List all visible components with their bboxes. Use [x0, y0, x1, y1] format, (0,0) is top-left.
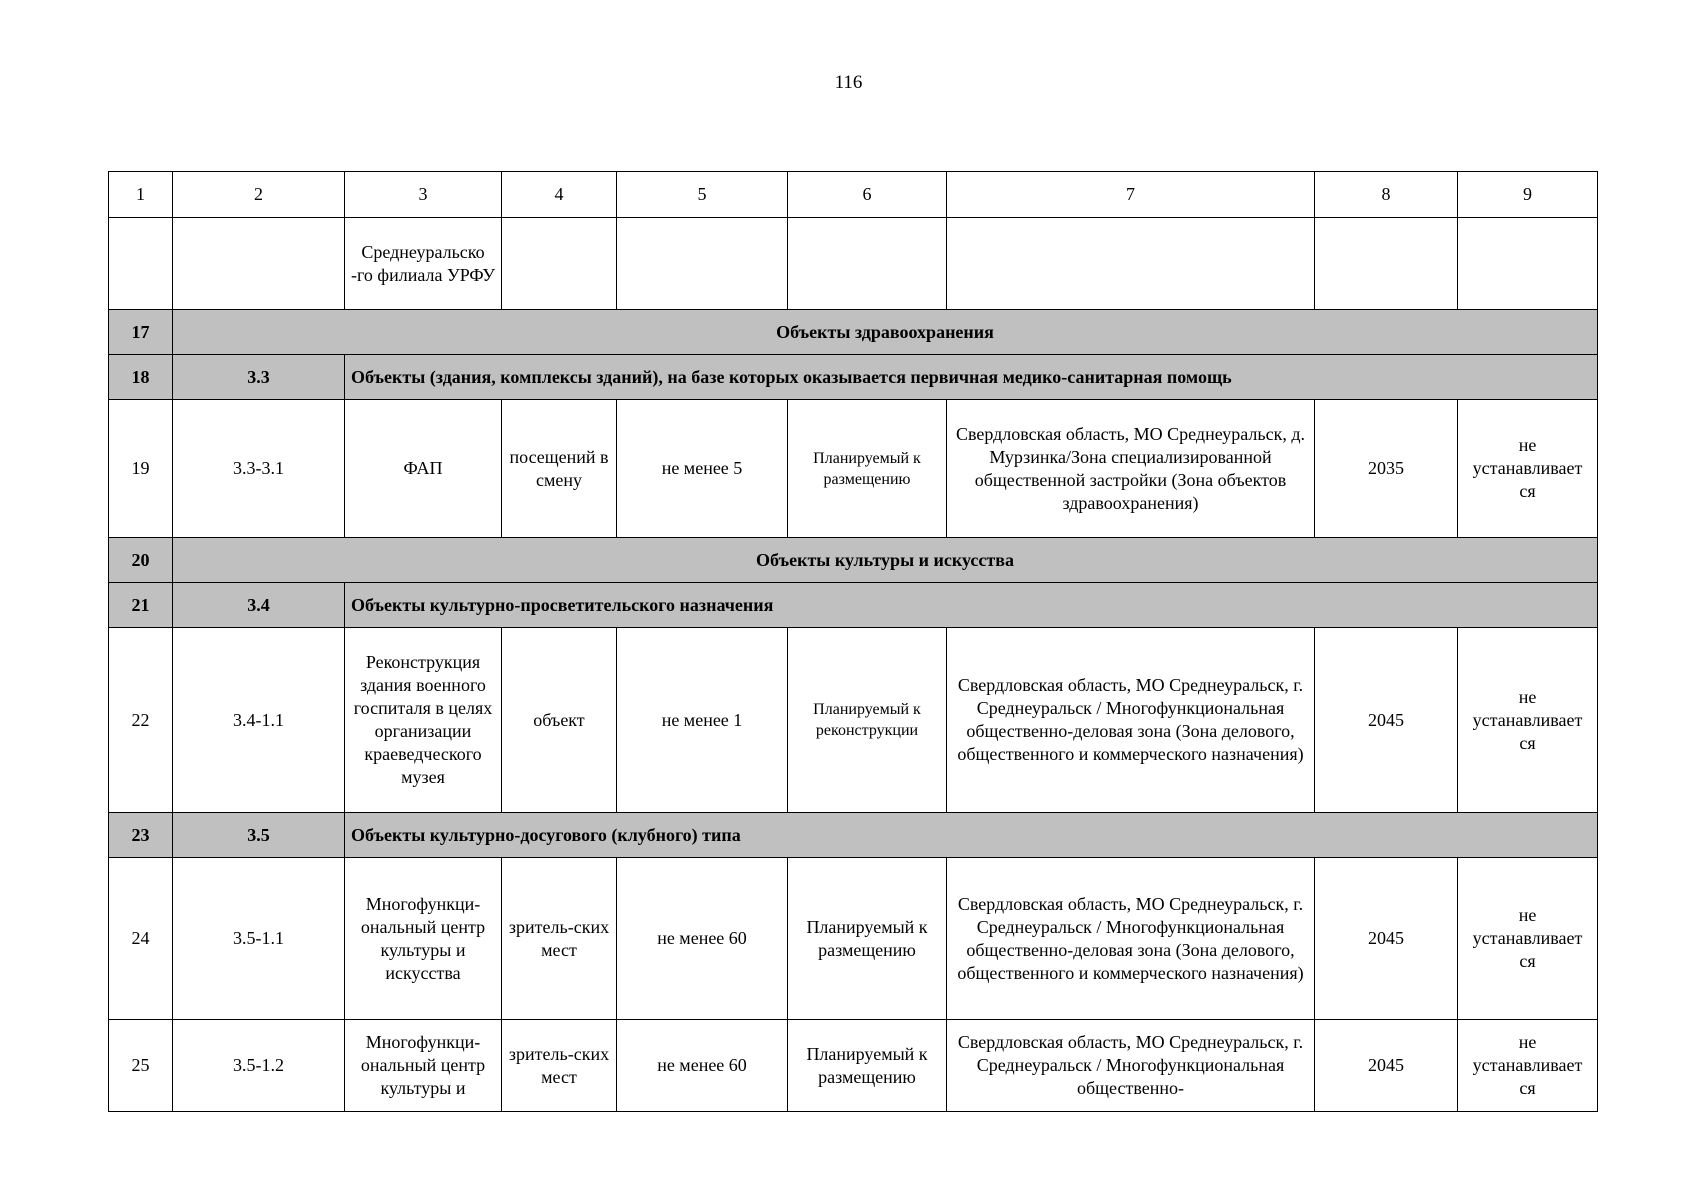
subsection-code: 3.4	[173, 583, 345, 628]
row-number: 21	[109, 583, 173, 628]
section-row-20	[109, 538, 1598, 583]
row-number: 19	[109, 400, 173, 538]
section-title: Объекты культуры и искусства	[173, 538, 1598, 583]
col-header: 7	[947, 172, 1315, 218]
table-row-continuation	[109, 218, 1598, 310]
object-name: Среднеуральско -го филиала УРФУ	[345, 218, 502, 310]
unit: зритель-ских мест	[502, 858, 617, 1020]
section-row-17	[109, 310, 1598, 355]
header-row	[109, 172, 1598, 218]
protection-zone: не устанавливает ся	[1458, 628, 1598, 813]
status: Планируемый к размещению	[788, 1020, 947, 1112]
row-number: 17	[109, 310, 173, 355]
table-row-22	[109, 628, 1598, 813]
location: Свердловская область, МО Среднеуральск, г. Среднеуральск / Многофункциональная общественно-	[947, 1020, 1315, 1112]
status: Планируемый к реконструкции	[788, 628, 947, 813]
subsection-code: 3.5	[173, 813, 345, 858]
subsection-code: 3.3	[173, 355, 345, 400]
col-header: 9	[1458, 172, 1598, 218]
object-code: 3.4-1.1	[173, 628, 345, 813]
object-name: Реконструкция здания военного госпиталя в целях организации краеведческого музея	[345, 628, 502, 813]
location: Свердловская область, МО Среднеуральск, г. Среднеуральск / Многофункциональная общественно-деловая зона (Зона делового, общественного и коммерческого назначения)	[947, 628, 1315, 813]
col-header: 8	[1315, 172, 1458, 218]
subsection-title: Объекты (здания, комплексы зданий), на базе которых оказывается первичная медико-санитарная помощь	[345, 355, 1598, 400]
object-code: 3.5-1.2	[173, 1020, 345, 1112]
col-header: 5	[617, 172, 788, 218]
capacity-value: не менее 5	[617, 400, 788, 538]
year: 2045	[1315, 1020, 1458, 1112]
col-header: 3	[345, 172, 502, 218]
subsection-title: Объекты культурно-просветительского назначения	[345, 583, 1598, 628]
table-row-25	[109, 1020, 1598, 1112]
object-name: Многофункци-ональный центр культуры и искусства	[345, 858, 502, 1020]
subsection-row-23	[109, 813, 1598, 858]
protection-zone: не устанавливает ся	[1458, 858, 1598, 1020]
row-number: 23	[109, 813, 173, 858]
status: Планируемый к размещению	[788, 858, 947, 1020]
year: 2035	[1315, 400, 1458, 538]
location: Свердловская область, МО Среднеуральск, д. Мурзинка/Зона специализированной общественной застройки (Зона объектов здравоохранения)	[947, 400, 1315, 538]
capacity-value: не менее 60	[617, 1020, 788, 1112]
table-row-24	[109, 858, 1598, 1020]
year: 2045	[1315, 858, 1458, 1020]
col-header: 2	[173, 172, 345, 218]
row-number: 25	[109, 1020, 173, 1112]
col-header: 6	[788, 172, 947, 218]
col-header: 4	[502, 172, 617, 218]
object-name: Многофункци-ональный центр культуры и	[345, 1020, 502, 1112]
capacity-value: не менее 1	[617, 628, 788, 813]
page-number: 116	[834, 72, 863, 93]
protection-zone: не устанавливает ся	[1458, 400, 1598, 538]
subsection-title: Объекты культурно-досугового (клубного) типа	[345, 813, 1598, 858]
table-row-19	[109, 400, 1598, 538]
row-number: 22	[109, 628, 173, 813]
row-number: 18	[109, 355, 173, 400]
subsection-row-18	[109, 355, 1598, 400]
location: Свердловская область, МО Среднеуральск, г. Среднеуральск / Многофункциональная общественно-деловая зона (Зона делового, общественного и коммерческого назначения)	[947, 858, 1315, 1020]
status: Планируемый к размещению	[788, 400, 947, 538]
objects-table	[108, 171, 1598, 1112]
protection-zone: не устанавливает ся	[1458, 1020, 1598, 1112]
row-number: 24	[109, 858, 173, 1020]
unit: зритель-ских мест	[502, 1020, 617, 1112]
subsection-row-21	[109, 583, 1598, 628]
section-title: Объекты здравоохранения	[173, 310, 1598, 355]
year: 2045	[1315, 628, 1458, 813]
unit: объект	[502, 628, 617, 813]
col-header: 1	[109, 172, 173, 218]
object-name: ФАП	[345, 400, 502, 538]
object-code: 3.3-3.1	[173, 400, 345, 538]
row-number: 20	[109, 538, 173, 583]
capacity-value: не менее 60	[617, 858, 788, 1020]
object-code: 3.5-1.1	[173, 858, 345, 1020]
unit: посещений в смену	[502, 400, 617, 538]
